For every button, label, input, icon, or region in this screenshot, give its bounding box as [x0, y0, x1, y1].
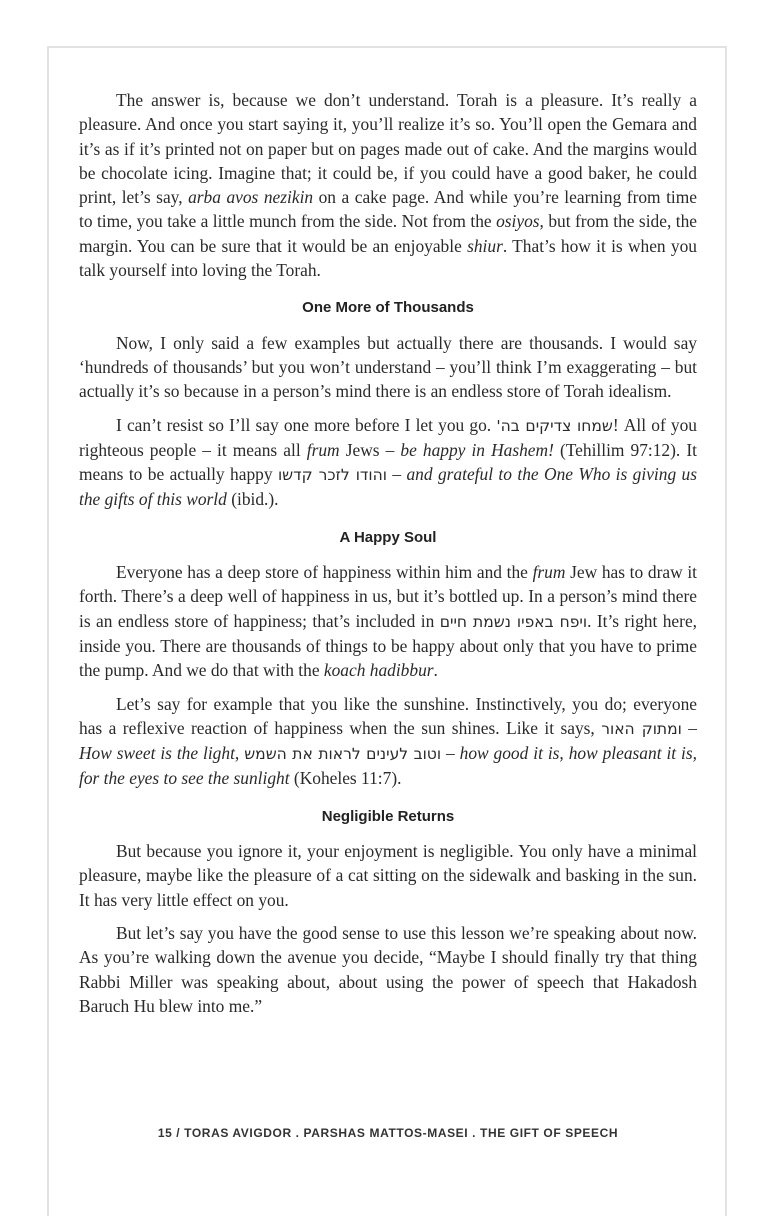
italic-text: koach hadibbur: [323, 660, 434, 681]
text-run: on a cake page. And while you’re learning from time to time, you take a little munch from the side. Not from the: [79, 187, 698, 232]
hebrew-quote: שמחו צדיקים בה': [496, 416, 613, 435]
italic-text: arba avos nezikin: [188, 187, 314, 208]
paragraph: [79, 692, 697, 791]
hebrew-quote: ויפח באפיו נשמת חיים: [439, 612, 588, 631]
text-run: But let’s say you have the good sense to use this lesson we’re speaking about now. As you’re walking down the avenue you decide, “Maybe I should finally try that thing Rabbi Miller was speaking about, about using the power of speech that Hakadosh Baruch Hu blew into me.”: [79, 922, 697, 1016]
italic-text: How sweet is the light: [79, 743, 235, 764]
text-run: (ibid.).: [226, 489, 279, 510]
text-run: .: [433, 660, 438, 681]
text-run: . That’s how it is when you talk yourself into loving the Torah.: [79, 235, 697, 281]
italic-text: osiyos: [496, 211, 540, 232]
text-run: A Happy Soul: [339, 528, 437, 546]
text-run: Jew has to draw it forth. There’s a deep well of happiness in us, but it’s bottled up. In a person’s mind there is an endless store of happiness; that’s included in: [79, 562, 697, 631]
text-run: , but from the side, the margin. You can be sure that it would be an enjoyable: [79, 211, 697, 256]
text-run: ! All of you righteous people – it means all: [79, 414, 698, 460]
text-run: But because you ignore it, your enjoyment is negligible. You only have a minimal pleasure, maybe like the pleasure of a cat sitting on the sidewalk and basking in the sun. It has very little effect on you.: [79, 841, 697, 910]
italic-text: be happy in Hashem!: [400, 439, 554, 460]
text-run: Now, I only said a few examples but actually there are thousands. I would say ‘hundreds of thousands’ but you won’t understand – you’ll think I’m exaggerating – but actually it’s so because in a person’s mind there is an endless store of Torah idealism.: [79, 332, 697, 402]
text-run: (Koheles 11:7).: [289, 768, 402, 789]
hebrew-quote: והודו לזכר קדשו: [277, 466, 387, 485]
paragraph: [79, 331, 697, 404]
text-run: Negligible Returns: [321, 807, 455, 825]
section-heading: [79, 805, 697, 829]
italic-text: and grateful to the One Who is giving us the gifts of this world: [79, 464, 698, 510]
section-heading: [79, 526, 697, 550]
paragraph: [79, 921, 697, 1018]
hebrew-quote: וטוב לעינים לראות את השמש: [244, 745, 442, 764]
text-run: I can’t resist so I’ll say one more before I let you go.: [116, 414, 497, 435]
paragraph: [79, 88, 697, 282]
italic-text: frum: [532, 562, 566, 583]
paragraph: [79, 839, 697, 912]
italic-text: how good it is, how pleasant it is, for the eyes to see the sunlight: [79, 743, 697, 789]
text-run: The answer is, because we don’t understand. Torah is a pleasure. It’s really a pleasure. And once you start saying it, you’ll realize it’s so. You’ll open the Gemara and it’s as if it’s printed not on paper but on pages made out of cake. And the margins would be chocolate icing. Imagine that; it could be, if you could have a good baker, he could print, let’s say,: [79, 90, 697, 208]
page-footer: 15 / TORAS AVIGDOR . PARSHAS MATTOS-MASEI . THE GIFT OF SPEECH: [157, 1126, 619, 1140]
text-run: Jews –: [339, 439, 401, 460]
text-run: One More of Thousands: [302, 299, 474, 317]
section-heading: [79, 296, 697, 320]
paragraph: [79, 560, 697, 682]
italic-text: frum: [306, 439, 340, 460]
text-run: ,: [234, 743, 245, 764]
italic-text: shiur: [467, 235, 503, 256]
paragraph: [79, 413, 697, 512]
text-run: Let’s say for example that you like the sunshine. Instinctively, you do; everyone has a reflexive reaction of happiness when the sun shines. Like it says,: [79, 693, 697, 738]
page-body: [79, 88, 697, 1027]
text-run: –: [441, 743, 460, 764]
text-run: (Tehillim 97:12). It means to be actually happy: [79, 439, 697, 485]
text-run: –: [681, 717, 697, 738]
hebrew-quote: ומתוק האור: [601, 719, 682, 738]
text-run: . It’s right here, inside you. There are thousands of things to be happy about only that you have to prime the pump. And we do that with the: [79, 610, 698, 681]
text-run: Everyone has a deep store of happiness within him and the: [116, 562, 533, 583]
text-run: –: [386, 464, 407, 485]
